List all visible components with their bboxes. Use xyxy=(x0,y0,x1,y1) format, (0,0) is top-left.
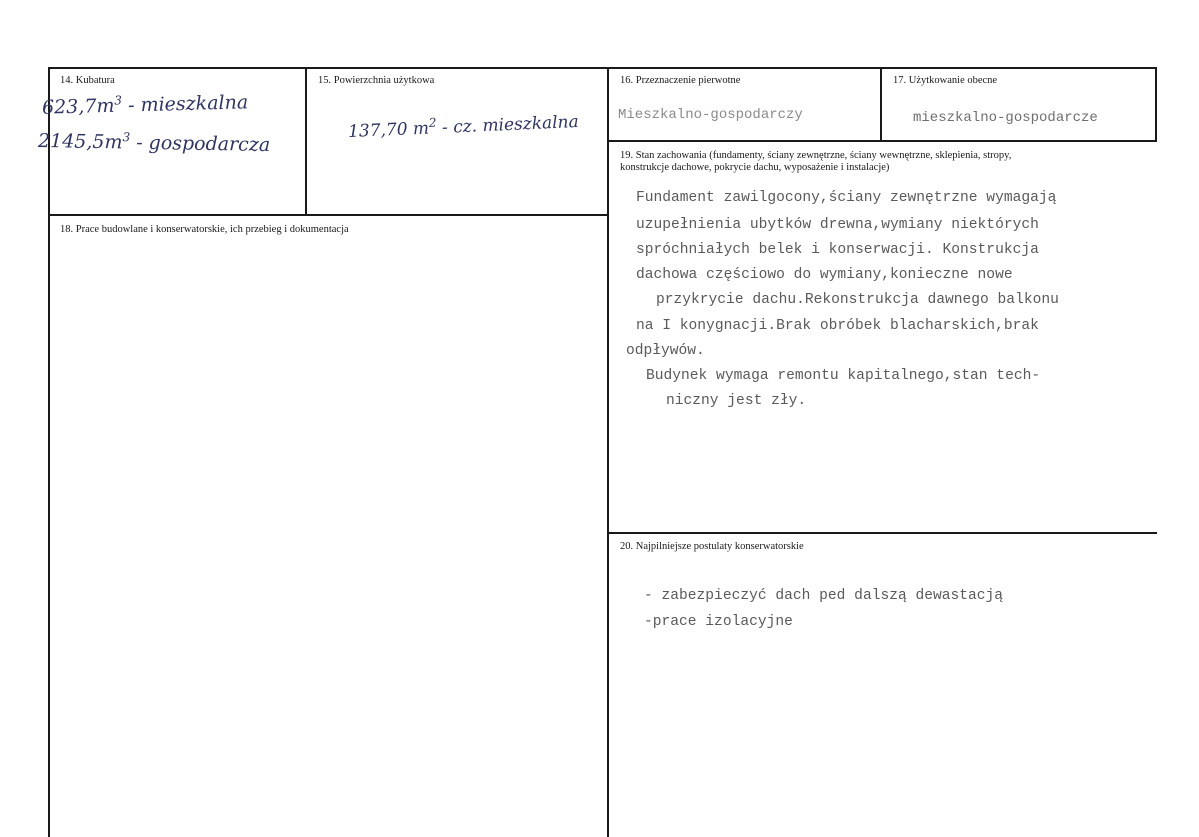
postulate-line: -prace izolacyjne xyxy=(644,614,793,630)
field-20-label: 20. Najpilniejsze postulaty konserwatorskie xyxy=(620,541,804,552)
center-divider xyxy=(607,67,609,837)
divider-15-18-horizontal xyxy=(48,214,609,216)
condition-line: przykrycie dachu.Rekonstrukcja dawnego balkonu xyxy=(656,292,1059,308)
cubature-residential-number: 623,7m xyxy=(41,94,115,119)
field-14-value-farm xyxy=(38,128,271,158)
field-14-label: 14. Kubatura xyxy=(60,75,115,86)
divider-17-19-horizontal xyxy=(607,140,1157,142)
divider-16-17 xyxy=(880,67,882,141)
field-14-value-residential xyxy=(42,89,249,120)
usable-area-number: 137,70 m xyxy=(347,118,430,143)
field-15-label: 15. Powierzchnia użytkowa xyxy=(318,75,435,86)
divider-14-15 xyxy=(305,67,307,216)
condition-line: spróchniałych belek i konserwacji. Konstrukcja xyxy=(636,242,1039,258)
usable-area-exponent: 2 xyxy=(428,115,437,130)
cubature-farm-exponent: 3 xyxy=(122,130,131,145)
field-19-label-line-1: 19. Stan zachowania (fundamenty, ściany zewnętrzne, ściany wewnętrzne, sklepienia, stropy, xyxy=(620,150,1012,161)
condition-line: Fundament zawilgocony,ściany zewnętrzne wymagają xyxy=(636,190,1057,206)
field-16-value: Mieszkalno-gospodarczy xyxy=(618,107,803,123)
condition-line: niczny jest zły. xyxy=(666,393,807,409)
postulate-line: - zabezpieczyć dach ped dalszą dewastacją xyxy=(644,588,1004,604)
field-15-value xyxy=(348,109,580,145)
cubature-residential-type: - mieszkalna xyxy=(127,91,249,117)
cubature-farm-number: 2145,5m xyxy=(37,129,123,154)
cubature-residential-exponent: 3 xyxy=(114,93,123,108)
condition-line: na I konygnacji.Brak obróbek blacharskich,brak xyxy=(636,318,1039,334)
field-17-label: 17. Użytkowanie obecne xyxy=(893,75,998,86)
condition-line: uzupełnienia ubytków drewna,wymiany niektórych xyxy=(636,217,1039,233)
usable-area-type: - cz. mieszkalna xyxy=(441,111,580,138)
field-17-value: mieszkalno-gospodarcze xyxy=(913,110,1098,126)
condition-line: odpływów. xyxy=(626,343,705,359)
condition-line: Budynek wymaga remontu kapitalnego,stan tech- xyxy=(646,368,1041,384)
condition-line: dachowa częściowo do wymiany,konieczne nowe xyxy=(636,267,1013,283)
left-border xyxy=(48,67,50,837)
top-border xyxy=(48,67,1157,69)
field-18-label: 18. Prace budowlane i konserwatorskie, ich przebieg i dokumentacja xyxy=(60,224,349,235)
field-16-label: 16. Przeznaczenie pierwotne xyxy=(620,75,741,86)
cubature-farm-type: - gospodarcza xyxy=(135,131,271,157)
right-border-top xyxy=(1155,67,1157,141)
field-19-label-line-2: konstrukcje dachowe, pokrycie dachu, wyposażenie i instalacje) xyxy=(620,162,890,173)
divider-19-20-horizontal xyxy=(607,532,1157,534)
